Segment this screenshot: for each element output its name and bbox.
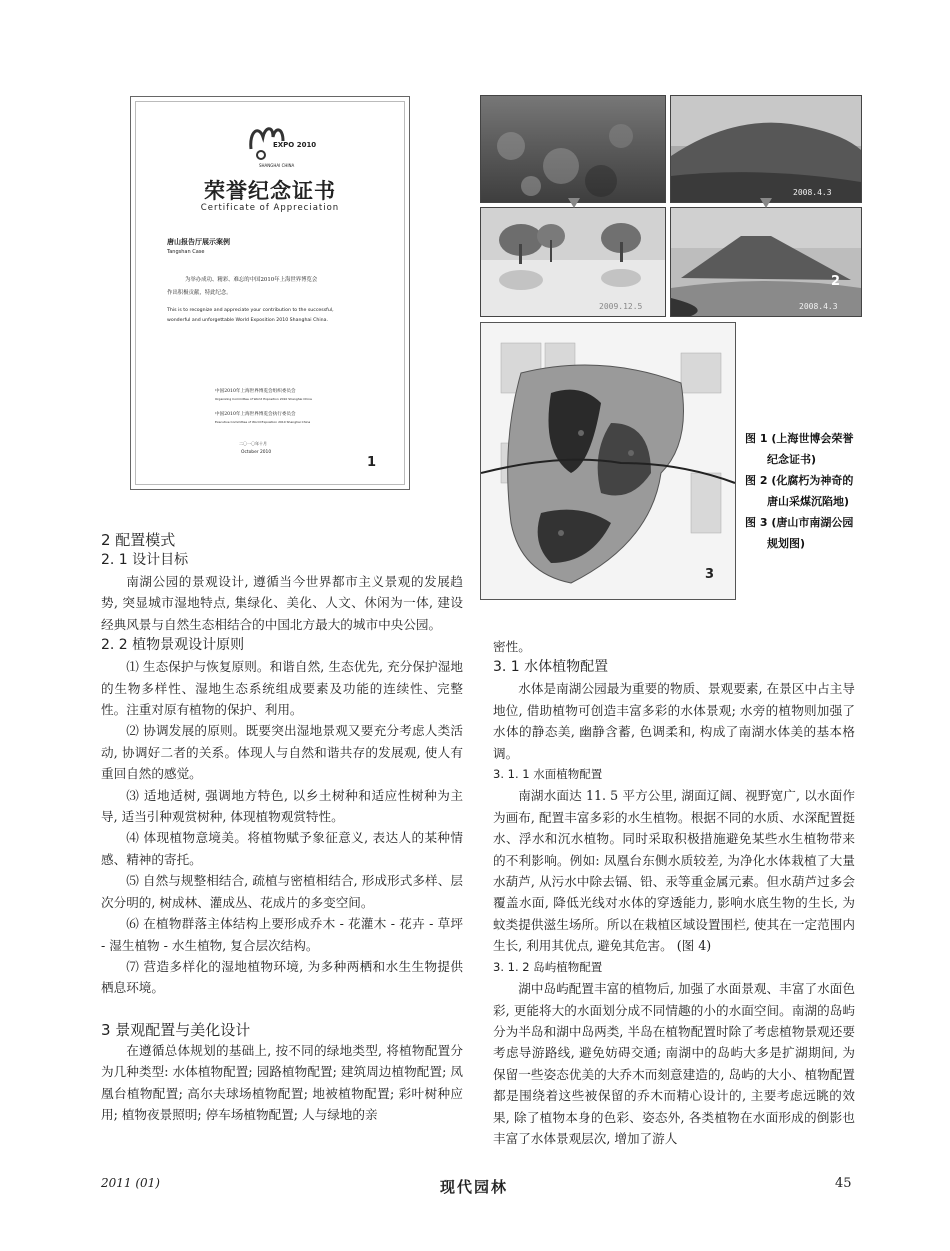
photo-trees-water <box>480 207 666 317</box>
cert-case-en: Tangshan Case <box>167 249 205 255</box>
cert-title-en: Certificate of Appreciation <box>200 203 340 213</box>
photo-grid <box>480 95 860 315</box>
figure-caption <box>745 428 875 554</box>
caption-line: 规划图) <box>767 537 806 550</box>
cert-body-en-2: wonderful and unforgettable World Exposition 2010 Shanghai China. <box>167 318 328 323</box>
list-item: ⑺ 营造多样化的湿地植物环境, 为多种两栖和水生生物提供栖息环境。 <box>101 958 463 996</box>
expo-logo-sub: SHANGHAI CHINA <box>259 163 295 168</box>
cert-date-en: October 2010 <box>241 450 272 455</box>
right-column <box>493 636 855 1149</box>
caption-line: 唐山采煤沉陷地) <box>767 495 850 508</box>
caption-line: 图 1 (上海世博会荣誉 <box>745 432 854 445</box>
caption-line: 纪念证书) <box>767 453 817 466</box>
list-item: ⑷ 体现植物意境美。将植物赋予象征意义, 表达人的某种情感、精神的寄托。 <box>101 830 463 867</box>
photo-stamp-a: 2008.4.3 <box>793 188 832 197</box>
footer-issue: 2011 (01) <box>101 1176 160 1190</box>
photo-mound-before <box>670 95 862 203</box>
paragraph: 在遵循总体规划的基础上, 按不同的绿地类型, 将植物配置分为几种类型: 水体植物配置; 园路植物配置; 建筑周边植物配置; 凤凰台植物配置; 高尔夫球场植物配置; 地被植物配置; 彩叶树种应用; 植物夜景照明; 停车场植物配置; 人与绿地的亲 <box>101 1042 463 1122</box>
cert-org2-cn: 中国2010年上海世界博览会执行委员会 <box>215 412 296 417</box>
cert-body-cn-2: 作出积极贡献，特此纪念。 <box>167 290 232 296</box>
paragraph: 湖中岛屿配置丰富的植物后, 加强了水面景观、丰富了水面色彩, 更能将大的水面划分成不同情趣的小的水面空间。南湖的岛屿分为半岛和湖中岛两类, 半岛在植物配置时除了考虑植物景观还要考虑导游路线, 避免妨碍交通; 南湖中的岛屿大多是扩湖期间, 为保留一些姿态优美的大乔木而刻意建造的, 岛屿的大小、植物配置都是围绕着这些被保留的乔木而精心设计的, 主要考虑远眺的效果, 除了植物本身的色彩、姿态外, 各类植物在水面形成的倒影也丰富了水体景观层次, 增加了游人 <box>493 981 855 1146</box>
cert-case-cn: 唐山报告厅展示案例 <box>167 237 230 246</box>
expo-logo-text: EXPO 2010 <box>273 141 317 149</box>
footer-journal-title: 现代园林 <box>440 1178 509 1196</box>
cert-date-cn: 二〇一〇年十月 <box>239 441 267 446</box>
subsection-heading: 2. 1 设计目标 <box>101 552 189 568</box>
cert-body-cn-1: 为举办成功、精彩、难忘的中国2010年上海世界博览会 <box>185 277 318 283</box>
park-plan-map <box>480 322 736 600</box>
section-heading: 3 景观配置与美化设计 <box>101 1020 251 1039</box>
photo-stamp-c: 2008.4.3 <box>799 302 838 311</box>
cert-org1-en: Organizing Committee of World Exposition 2010 Shanghai China <box>215 397 312 401</box>
photo-stamp-b: 2009.12.5 <box>599 302 643 311</box>
list-item: ⑹ 在植物群落主体结构上要形成乔木 - 花灌木 - 花卉 - 草坪 - 湿生植物 - 水生植物, 复合层次结构。 <box>101 916 463 953</box>
photo-rocky-ground <box>480 95 666 203</box>
section-heading: 2 配置模式 <box>101 531 176 549</box>
subsubsection-heading: 3. 1. 2 岛屿植物配置 <box>493 959 603 974</box>
list-item: ⑸ 自然与规整相结合, 疏植与密植相结合, 形成形式多样、层次分明的, 树成林、灌成丛、花成片的多变空间。 <box>101 873 463 910</box>
cert-org2-en: Executive Committee of World Exposition 2010 Shanghai China <box>215 420 311 424</box>
caption-line: 图 3 (唐山市南湖公园 <box>745 516 854 529</box>
left-column <box>101 530 463 1125</box>
paragraph: 水体是南湖公园最为重要的物质、景观要素, 在景区中占主导地位, 借助植物可创造丰富多彩的水体景观; 水旁的植物则加强了水体的静态美, 幽静含蓄, 色调柔和, 构成了南湖水体美的基本格调。 <box>493 681 855 761</box>
arrow-down-icon <box>568 198 580 208</box>
fig2-number: 2 <box>831 274 841 289</box>
subsubsection-heading: 3. 1. 1 水面植物配置 <box>493 767 603 782</box>
cert-body-en-1: This is to recognize and appreciate your contribution to the successful, <box>167 308 334 313</box>
arrow-down-icon <box>760 198 772 208</box>
cert-title-cn: 荣誉纪念证书 <box>204 179 336 203</box>
list-item: ⑵ 协调发展的原则。既要突出湿地景观又要充分考虑人类活动, 协调好二者的关系。体现人与自然和谐共存的发展观, 使人有重回自然的感觉。 <box>101 723 463 782</box>
paragraph-continued: 密性。 <box>493 639 531 654</box>
paragraph: 南湖水面达 11. 5 平方公里, 湖面辽阔、视野宽广, 以水面作为画布, 配置丰富多彩的水生植物。根据不同的水质、水深配置挺水、浮水和沉水植物。同时采取积极措施避免某些水生植物带来的不利影响。例如: 凤凰台东侧水质较差, 为净化水体栽植了大量水葫芦, 从污水中除去镉、铅、汞等重金属元素。但水葫芦过多会覆盖水面, 降低光线对水体的穿透能力, 影响水底生物的生长, 为蚊类提供滋生场所。所以在栽植区域设置围栏, 使其在一定范围内生长, 利用其优点, 避免其危害。 (图 4) <box>493 788 855 954</box>
certificate-image <box>130 96 410 490</box>
subsection-heading: 2. 2 植物景观设计原则 <box>101 637 245 654</box>
caption-line: 图 2 (化腐朽为神奇的 <box>745 474 854 487</box>
list-item: ⑴ 生态保护与恢复原则。和谐自然, 生态优先, 充分保护湿地的生物多样性、湿地生态系统组成要素及功能的连续性、完整性。注重对原有植物的保护、利用。 <box>101 659 463 718</box>
cert-org1-cn: 中国2010年上海世界博览会组织委员会 <box>215 389 296 394</box>
photo-mound-after <box>670 207 862 317</box>
fig3-number: 3 <box>705 567 715 582</box>
subsection-heading: 3. 1 水体植物配置 <box>493 659 609 676</box>
list-item: ⑶ 适地适树, 强调地方特色, 以乡土树种和适应性树种为主导, 适当引种观赏树种, 体现植物观赏特性。 <box>101 787 463 825</box>
page-number: 45 <box>835 1176 852 1191</box>
fig1-number: 1 <box>367 455 377 470</box>
paragraph: 南湖公园的景观设计, 遵循当今世界都市主义景观的发展趋势, 突显城市湿地特点, 集绿化、美化、人文、休闲为一体, 建设经典风景与自然生态相结合的中国北方最大的城市中央公园。 <box>101 574 463 632</box>
